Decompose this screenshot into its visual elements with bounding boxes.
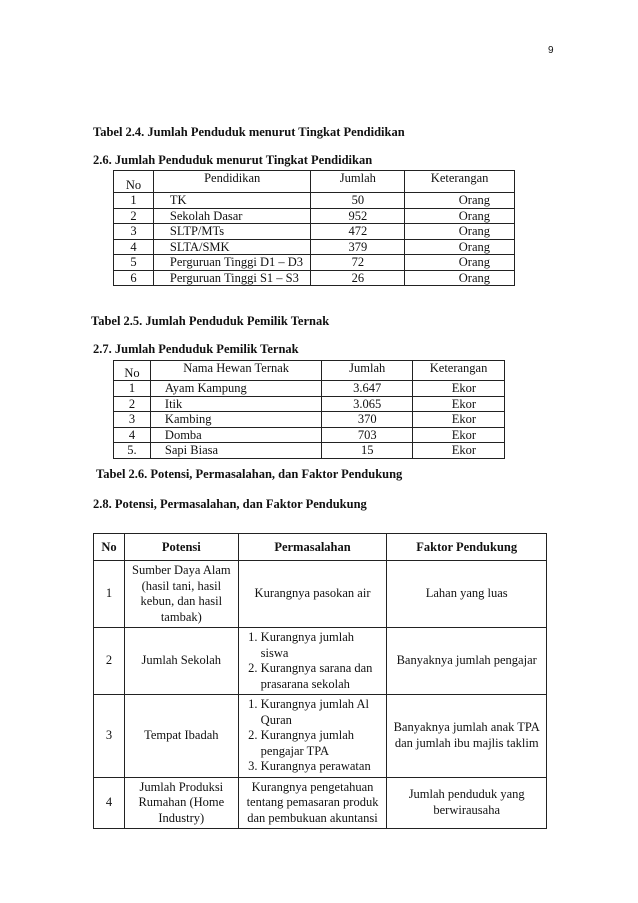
- cell-faktor: Jumlah penduduk yang berwirausaha: [387, 777, 547, 829]
- cell-faktor: Banyaknya jumlah pengajar: [387, 628, 547, 695]
- cell-pendidikan: SLTA/SMK: [153, 239, 311, 255]
- cell-potensi: Tempat Ibadah: [124, 695, 238, 778]
- cell-keterangan: Ekor: [413, 443, 505, 459]
- cell-jumlah: 26: [311, 270, 405, 286]
- cell-pendidikan: Sekolah Dasar: [153, 208, 311, 224]
- header-no: No: [94, 534, 125, 561]
- cell-jumlah: 472: [311, 224, 405, 240]
- table-row: [114, 427, 505, 443]
- cell-permasalahan: Kurangnya pengetahuan tentang pemasaran produk dan pembukuan akuntansi: [238, 777, 387, 829]
- cell-jumlah: 15: [322, 443, 413, 459]
- cell-jumlah: 50: [311, 193, 405, 209]
- table-row: [114, 255, 515, 271]
- table-row: [114, 239, 515, 255]
- cell-keterangan: Ekor: [413, 396, 505, 412]
- cell-pendidikan: TK: [153, 193, 311, 209]
- table-row: [114, 193, 515, 209]
- caption-tabel-2-4: Tabel 2.4. Jumlah Penduduk menurut Tingkat Pendidikan: [93, 125, 405, 139]
- cell-no: 2: [94, 628, 125, 695]
- list-item: 3. Kurangnya perawatan: [261, 759, 383, 775]
- cell-pendidikan: Perguruan Tinggi S1 – S3: [153, 270, 311, 286]
- header-pendidikan: Pendidikan: [153, 171, 311, 193]
- table-header-row: [94, 534, 547, 561]
- table-pendidikan: [113, 170, 515, 286]
- list-item: 1. Kurangnya jumlah Al Quran: [261, 697, 383, 728]
- cell-keterangan: Orang: [405, 239, 515, 255]
- cell-faktor: Banyaknya jumlah anak TPA dan jumlah ibu majlis taklim: [387, 695, 547, 778]
- table-row: [114, 270, 515, 286]
- cell-hewan: Domba: [150, 427, 321, 443]
- cell-no: 2: [114, 396, 151, 412]
- header-no: No: [114, 361, 151, 381]
- cell-permasalahan: Kurangnya pasokan air: [238, 561, 387, 628]
- cell-keterangan: Orang: [405, 270, 515, 286]
- table-row: [94, 561, 547, 628]
- cell-permasalahan: [238, 628, 387, 695]
- table-row: [114, 412, 505, 428]
- cell-keterangan: Ekor: [413, 427, 505, 443]
- cell-jumlah: 3.065: [322, 396, 413, 412]
- permasalahan-list: [243, 630, 383, 692]
- cell-jumlah: 952: [311, 208, 405, 224]
- cell-no: 1: [114, 193, 154, 209]
- cell-no: 4: [114, 427, 151, 443]
- table-ternak: [113, 360, 505, 459]
- cell-potensi: Sumber Daya Alam (hasil tani, hasil kebun, dan hasil tambak): [124, 561, 238, 628]
- cell-keterangan: Ekor: [413, 412, 505, 428]
- list-item: 2. Kurangnya jumlah pengajar TPA: [261, 728, 383, 759]
- cell-hewan: Itik: [150, 396, 321, 412]
- table-row: [94, 628, 547, 695]
- header-faktor-pendukung: Faktor Pendukung: [387, 534, 547, 561]
- header-no: No: [114, 171, 154, 193]
- cell-pendidikan: Perguruan Tinggi D1 – D3: [153, 255, 311, 271]
- cell-keterangan: Orang: [405, 193, 515, 209]
- cell-keterangan: Orang: [405, 255, 515, 271]
- cell-jumlah: 72: [311, 255, 405, 271]
- table-row: [114, 208, 515, 224]
- header-jumlah: Jumlah: [311, 171, 405, 193]
- table-row: [114, 396, 505, 412]
- cell-no: 4: [94, 777, 125, 829]
- page-number: 9: [548, 45, 554, 56]
- cell-faktor: Lahan yang luas: [387, 561, 547, 628]
- header-hewan: Nama Hewan Ternak: [150, 361, 321, 381]
- header-keterangan: Keterangan: [405, 171, 515, 193]
- header-keterangan: Keterangan: [413, 361, 505, 381]
- header-potensi: Potensi: [124, 534, 238, 561]
- cell-no: 1: [94, 561, 125, 628]
- list-item: 2. Kurangnya sarana dan prasarana sekolah: [261, 661, 383, 692]
- table-header-row: [114, 171, 515, 193]
- cell-no: 3: [114, 224, 154, 240]
- cell-keterangan: Ekor: [413, 381, 505, 397]
- table-potensi: [93, 533, 547, 829]
- cell-jumlah: 379: [311, 239, 405, 255]
- caption-tabel-2-6: Tabel 2.6. Potensi, Permasalahan, dan Faktor Pendukung: [96, 467, 403, 481]
- permasalahan-list: [243, 697, 383, 775]
- cell-keterangan: Orang: [405, 208, 515, 224]
- cell-permasalahan: [238, 695, 387, 778]
- table-row: [114, 224, 515, 240]
- heading-2-8: 2.8. Potensi, Permasalahan, dan Faktor Pendukung: [93, 497, 367, 511]
- cell-jumlah: 370: [322, 412, 413, 428]
- cell-no: 3: [94, 695, 125, 778]
- table-row: [94, 777, 547, 829]
- cell-no: 4: [114, 239, 154, 255]
- table-header-row: [114, 361, 505, 381]
- cell-potensi: Jumlah Sekolah: [124, 628, 238, 695]
- cell-pendidikan: SLTP/MTs: [153, 224, 311, 240]
- cell-keterangan: Orang: [405, 224, 515, 240]
- cell-potensi: Jumlah Produksi Rumahan (Home Industry): [124, 777, 238, 829]
- table-row: [94, 695, 547, 778]
- cell-no: 5.: [114, 443, 151, 459]
- heading-2-7: 2.7. Jumlah Penduduk Pemilik Ternak: [93, 342, 299, 356]
- cell-no: 3: [114, 412, 151, 428]
- table-row: [114, 381, 505, 397]
- header-jumlah: Jumlah: [322, 361, 413, 381]
- cell-no: 6: [114, 270, 154, 286]
- heading-2-6: 2.6. Jumlah Penduduk menurut Tingkat Pendidikan: [93, 153, 373, 167]
- table-row: [114, 443, 505, 459]
- cell-jumlah: 3.647: [322, 381, 413, 397]
- cell-hewan: Kambing: [150, 412, 321, 428]
- caption-tabel-2-5: Tabel 2.5. Jumlah Penduduk Pemilik Ternak: [91, 314, 330, 328]
- cell-no: 1: [114, 381, 151, 397]
- list-item: 1. Kurangnya jumlah siswa: [261, 630, 383, 661]
- header-permasalahan: Permasalahan: [238, 534, 387, 561]
- cell-jumlah: 703: [322, 427, 413, 443]
- cell-hewan: Sapi Biasa: [150, 443, 321, 459]
- cell-no: 2: [114, 208, 154, 224]
- cell-no: 5: [114, 255, 154, 271]
- cell-hewan: Ayam Kampung: [150, 381, 321, 397]
